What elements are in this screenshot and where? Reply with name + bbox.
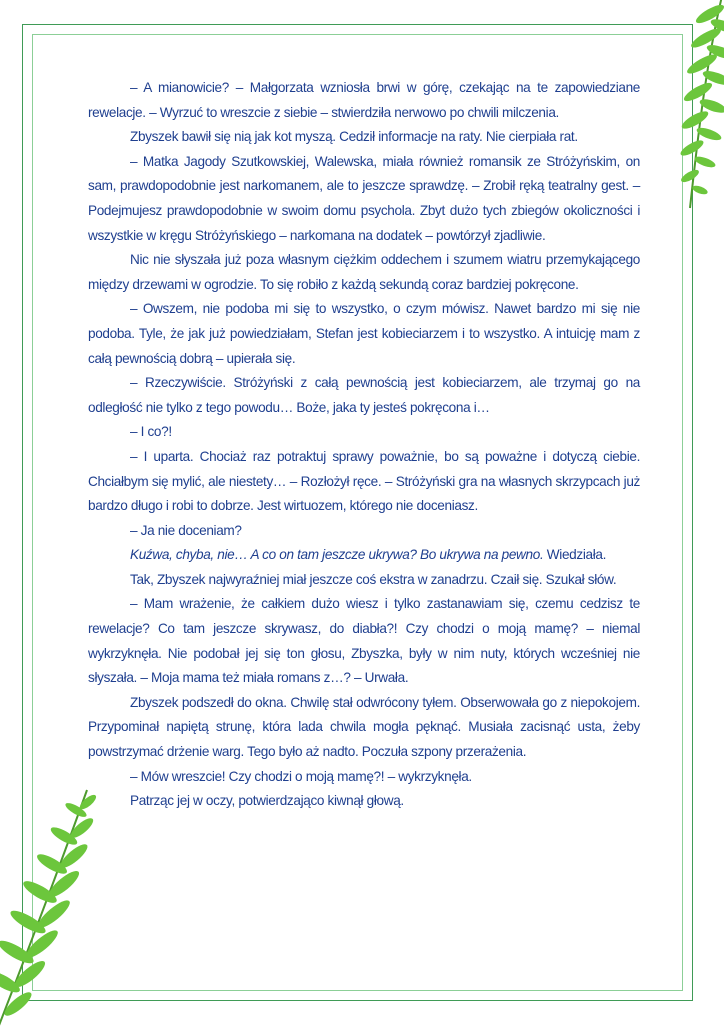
paragraph: – A mianowicie? – Małgorzata wzniosła brwi w górę, czekając na te zapowiedziane rewelacje. – Wyrzuć to wreszcie z siebie – stwierdziła nerwowo po chwili milczenia. xyxy=(88,80,640,120)
paragraph: Tak, Zbyszek najwyraźniej miał jeszcze coś ekstra w zanadrzu. Czaił się. Szukał słów. xyxy=(130,571,617,587)
paragraph: – Owszem, nie podoba mi się to wszystko, o czym mówisz. Nawet bardzo mi się nie podoba. Tyle, że jak już powiedziałam, Stefan jest kobieciarzem i to wszystko. A intuicję mam z całą pewnością dobrą – upierała się. xyxy=(88,301,640,366)
paragraph: Patrząc jej w oczy, potwierdzająco kiwnął głową. xyxy=(130,793,404,809)
paragraph: – Mów wreszcie! Czy chodzi o moją mamę?! – wykrzyknęła. xyxy=(130,768,472,784)
paragraph: Zbyszek bawił się nią jak kot myszą. Cedził informacje na raty. Nie cierpiała rat. xyxy=(130,129,578,145)
paragraph: – Matka Jagody Szutkowskiej, Walewska, miała również romansik ze Stróżyńskim, on sam, prawdopodobnie jest narkomanem, ale to jeszcze sprawdzę. – Zrobił ręką teatralny gest. – Podejmujesz prawdopodobnie w swoim domu psychola. Zbyt dużo tych zbiegów okoliczności i wszystkie w kręgu Stróżyńskiego – narkomana na dodatek – powtórzył zjadliwie. xyxy=(88,153,640,243)
paragraph: Nic nie słyszała już poza własnym ciężkim oddechem i szumem wiatru przemykającego między drzewami w ogrodzie. To się robiło z każdą sekundą coraz bardziej pokręcone. xyxy=(88,252,640,292)
paragraph: – I co?! xyxy=(130,424,172,440)
paragraph-italic-thought xyxy=(88,543,640,568)
paragraph: Zbyszek podszedł do okna. Chwilę stał odwrócony tyłem. Obserwowała go z niepokojem. Przypominał napiętą strunę, która lada chwila mogła pęknąć. Musiała zacisnąć usta, żeby powstrzymać drżenie warg. Tego było aż nadto. Poczuła szpony przerażenia. xyxy=(88,694,640,760)
paragraph: – Rzeczywiście. Stróżyński z całą pewnością jest kobieciarzem, ale trzymaj go na odległość nie tylko z tego powodu… Boże, jaka ty jesteś pokręcona i… xyxy=(88,375,640,415)
document-text xyxy=(88,76,640,814)
italic-thought: Kuźwa, chyba, nie… A co on tam jeszcze ukrywa? Bo ukrywa na pewno. xyxy=(130,547,544,563)
paragraph: – Mam wrażenie, że całkiem dużo wiesz i tylko zastanawiam się, czemu cedzisz te rewelacje? Co tam jeszcze skrywasz, do diabła?! Czy chodzi o moją mamę? – niemal wykrzyknęła. Nie podobał jej się ton głosu, Zbyszka, były w nim nuty, których wcześniej nie słyszała. – Moja mama też miała romans z…? – Urwała. xyxy=(88,596,640,686)
paragraph-tail: Wiedziała. xyxy=(543,547,607,563)
paragraph: – I uparta. Chociaż raz potraktuj sprawy poważnie, bo są poważne i dotyczą ciebie. Chciałbym się mylić, ale niestety… – Rozłożył ręce. – Stróżyński gra na własnych skrzypcach już bardzo długo i robi to dobrze. Jest wirtuozem, którego nie doceniasz. xyxy=(88,448,640,514)
paragraph: – Ja nie doceniam? xyxy=(130,522,242,538)
